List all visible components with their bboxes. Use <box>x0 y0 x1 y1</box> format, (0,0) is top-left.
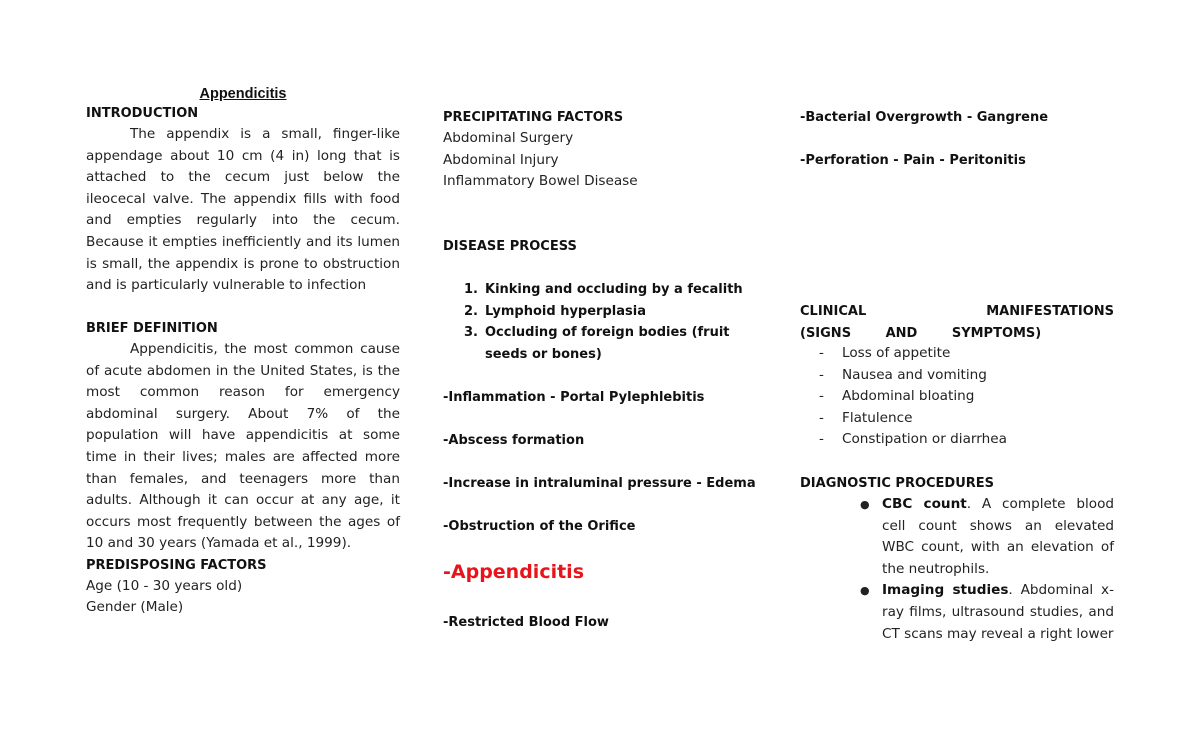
document-title: Appendicitis <box>199 86 287 102</box>
flow-step: -Perforation - Pain - Peritonitis <box>800 153 1026 168</box>
symptom-item: - Loss of appetite <box>819 345 951 361</box>
diagnostic-item: ● Imaging studies. Abdominal x-ray films, ultrasound studies, and CT scans may reveal a right lower <box>860 582 1114 642</box>
predisposing-item: Gender (Male) <box>86 599 184 615</box>
disease-step: 2. Lymphoid hyperplasia <box>464 303 646 319</box>
flow-step: -Increase in intraluminal pressure - Edema <box>443 476 756 491</box>
disease-process-heading: DISEASE PROCESS <box>443 239 577 254</box>
symptom-item: - Constipation or diarrhea <box>819 431 1007 448</box>
flow-step: -Restricted Blood Flow <box>443 615 609 630</box>
precipitating-item: Abdominal Surgery <box>443 130 574 146</box>
definition-heading: BRIEF DEFINITION <box>86 321 218 336</box>
clinical-heading: CLINICAL MANIFESTATIONS (SIGNS AND SYMPTOMS) <box>800 304 1114 341</box>
flow-step: -Obstruction of the Orifice <box>443 519 636 534</box>
introduction-heading: INTRODUCTION <box>86 106 199 121</box>
predisposing-item: Age (10 - 30 years old) <box>86 578 243 594</box>
introduction-paragraph: The appendix is a small, finger-like appendage about 10 cm (4 in) long that is attached to the cecum just below the ileocecal valve. The appendix fills with food and empties regularly into the cecum. Because it empties inefficiently and its lumen is small, the appendix is prone to obstruction and is particularly vulnerable to infection <box>86 126 400 294</box>
disease-steps-list <box>443 279 773 365</box>
precipitating-item: Abdominal Injury <box>443 152 559 168</box>
flow-step: -Bacterial Overgrowth - Gangrene <box>800 110 1049 125</box>
symptoms-list <box>800 343 1114 451</box>
disease-step: 3. Occluding of foreign bodies (fruit seeds or bones) <box>464 325 730 362</box>
appendicitis-highlight: -Appendicitis <box>443 561 584 583</box>
flow-step: -Inflammation - Portal Pylephlebitis <box>443 390 705 405</box>
flow-step: -Abscess formation <box>443 433 585 448</box>
symptom-item: - Flatulence <box>819 409 913 426</box>
disease-step: 1. Kinking and occluding by a fecalith <box>464 282 743 297</box>
precipitating-item: Inflammatory Bowel Disease <box>443 173 638 189</box>
symptom-item: - Nausea and vomiting <box>819 366 987 383</box>
predisposing-heading: PREDISPOSING FACTORS <box>86 558 267 573</box>
precipitating-heading: PRECIPITATING FACTORS <box>443 110 624 125</box>
bullet-icon: ● <box>860 584 870 598</box>
symptom-item: - Abdominal bloating <box>819 388 975 405</box>
definition-paragraph: Appendicitis, the most common cause of acute abdomen in the United States, is the most common reason for emergency abdominal surgery. About 7% of the population will have appendicitis at some time in their lives; males are affected more than females, and teenagers more than adults. Although it can occur at any age, it occurs most frequently between the ages of 10 and 30 years (Yamada et al., 1999). <box>86 341 400 552</box>
diagnostic-heading: DIAGNOSTIC PROCEDURES <box>800 476 995 491</box>
diagnostics-list <box>800 494 1114 645</box>
bullet-icon: ● <box>860 498 870 511</box>
diagnostic-item: ● CBC count. A complete blood cell count shows an elevated WBC count, with an elevation of the neutrophils. <box>860 496 1115 577</box>
